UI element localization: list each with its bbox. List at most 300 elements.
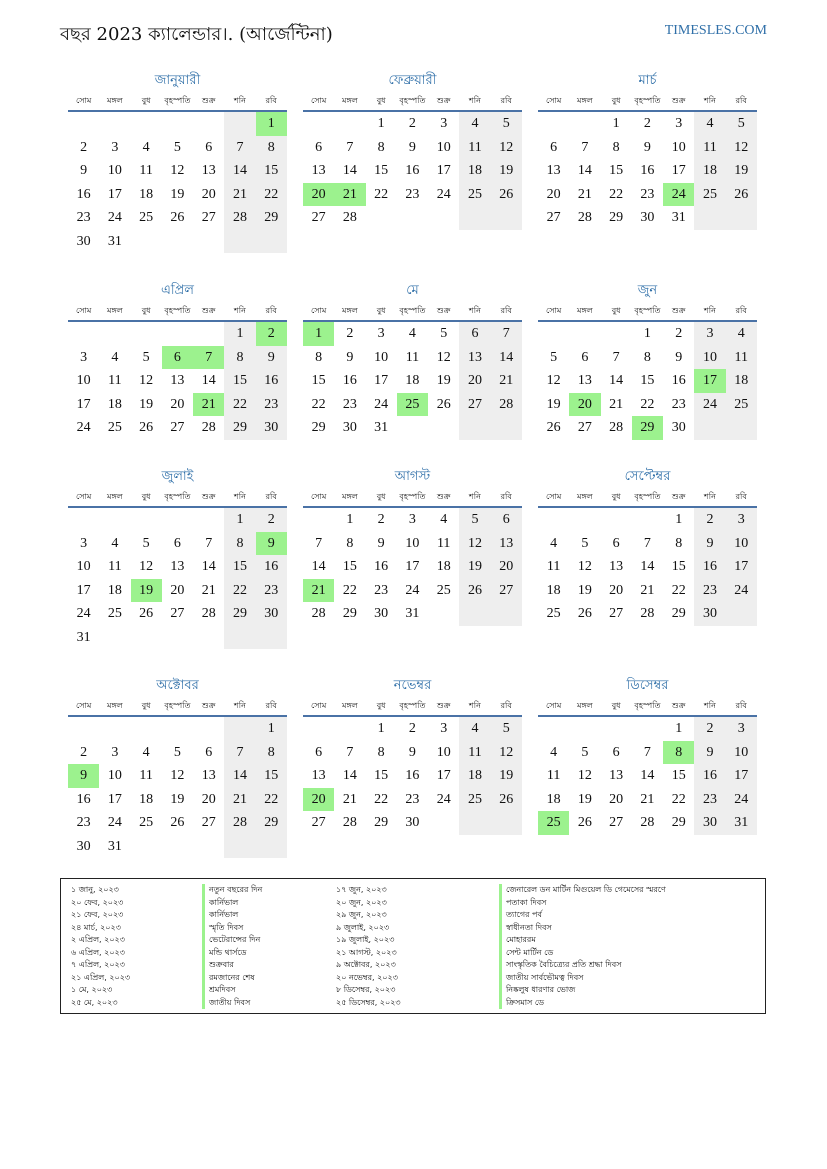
- day-cell[interactable]: 20: [170, 582, 185, 598]
- day-cell[interactable]: 19: [577, 791, 592, 807]
- day-cell[interactable]: 16: [256, 555, 287, 579]
- day-cell[interactable]: 11: [139, 163, 153, 178]
- day-cell[interactable]: 23: [405, 791, 420, 807]
- day-cell[interactable]: 14: [342, 163, 357, 178]
- day-cell[interactable]: 28: [640, 606, 655, 621]
- day-cell[interactable]: 19: [491, 764, 522, 788]
- day-cell[interactable]: 12: [459, 532, 490, 556]
- day-cell[interactable]: 8: [377, 139, 385, 155]
- day-cell[interactable]: 24: [76, 420, 91, 435]
- day-cell[interactable]: 1: [346, 512, 354, 527]
- day-cell[interactable]: 1: [377, 721, 385, 736]
- day-cell[interactable]: 24: [436, 791, 451, 807]
- day-cell[interactable]: 29: [311, 420, 326, 435]
- day-cell[interactable]: 21: [193, 393, 224, 417]
- day-cell[interactable]: 13: [201, 163, 216, 178]
- day-cell[interactable]: 29: [224, 416, 255, 440]
- day-cell[interactable]: 19: [491, 159, 522, 183]
- day-cell[interactable]: 16: [374, 559, 389, 574]
- day-cell[interactable]: 2: [643, 116, 651, 131]
- day-cell[interactable]: 23: [374, 582, 389, 598]
- day-cell[interactable]: 28: [577, 210, 592, 225]
- day-cell[interactable]: 29: [374, 815, 389, 830]
- day-cell[interactable]: 16: [694, 555, 725, 579]
- day-cell[interactable]: 1: [377, 116, 385, 131]
- day-cell[interactable]: 15: [374, 768, 389, 783]
- day-cell[interactable]: 17: [405, 559, 420, 574]
- day-cell[interactable]: 3: [111, 139, 119, 155]
- day-cell[interactable]: 9: [256, 532, 287, 556]
- day-cell[interactable]: 1: [224, 508, 255, 532]
- day-cell[interactable]: 6: [612, 744, 620, 760]
- day-cell[interactable]: 24: [694, 393, 725, 417]
- day-cell[interactable]: 19: [131, 579, 162, 603]
- day-cell[interactable]: 3: [440, 721, 448, 736]
- day-cell[interactable]: 12: [139, 559, 154, 574]
- day-cell[interactable]: 24: [663, 183, 694, 207]
- day-cell[interactable]: 14: [609, 373, 624, 388]
- day-cell[interactable]: 1: [675, 721, 683, 736]
- day-cell[interactable]: 4: [694, 112, 725, 136]
- day-cell[interactable]: 7: [193, 346, 224, 370]
- day-cell[interactable]: 25: [107, 606, 122, 621]
- day-cell[interactable]: 31: [671, 210, 686, 225]
- day-cell[interactable]: 25: [397, 393, 428, 417]
- day-cell[interactable]: 5: [459, 508, 490, 532]
- day-cell[interactable]: 20: [569, 393, 600, 417]
- day-cell[interactable]: 19: [139, 396, 154, 412]
- day-cell[interactable]: 23: [694, 788, 725, 812]
- day-cell[interactable]: 21: [640, 791, 655, 807]
- day-cell[interactable]: 3: [440, 116, 448, 131]
- day-cell[interactable]: 14: [224, 159, 255, 183]
- day-cell[interactable]: 10: [374, 349, 389, 365]
- day-cell[interactable]: 19: [546, 396, 561, 412]
- day-cell[interactable]: 2: [377, 512, 385, 527]
- day-cell[interactable]: 6: [315, 744, 323, 760]
- day-cell[interactable]: 10: [726, 741, 757, 765]
- day-cell[interactable]: 11: [436, 535, 451, 551]
- day-cell[interactable]: 17: [436, 163, 451, 178]
- day-cell[interactable]: 11: [405, 349, 420, 365]
- day-cell[interactable]: 27: [459, 393, 490, 417]
- day-cell[interactable]: 5: [550, 349, 558, 365]
- day-cell[interactable]: 28: [224, 206, 255, 230]
- day-cell[interactable]: 19: [170, 186, 185, 202]
- day-cell[interactable]: 14: [491, 346, 522, 370]
- day-cell[interactable]: 22: [640, 396, 655, 412]
- day-cell[interactable]: 14: [311, 559, 326, 574]
- day-cell[interactable]: 21: [577, 186, 592, 202]
- day-cell[interactable]: 14: [640, 768, 655, 783]
- day-cell[interactable]: 19: [459, 555, 490, 579]
- day-cell[interactable]: 17: [436, 768, 451, 783]
- day-cell[interactable]: 25: [459, 788, 490, 812]
- day-cell[interactable]: 12: [491, 136, 522, 160]
- day-cell[interactable]: 2: [675, 326, 683, 341]
- day-cell[interactable]: 28: [224, 811, 255, 835]
- day-cell[interactable]: 20: [609, 582, 624, 598]
- day-cell[interactable]: 17: [726, 764, 757, 788]
- day-cell[interactable]: 6: [491, 508, 522, 532]
- day-cell[interactable]: 27: [311, 210, 326, 225]
- day-cell[interactable]: 21: [201, 582, 216, 598]
- day-cell[interactable]: 25: [694, 183, 725, 207]
- day-cell[interactable]: 10: [726, 532, 757, 556]
- day-cell[interactable]: 15: [609, 163, 624, 178]
- day-cell[interactable]: 30: [671, 420, 686, 435]
- day-cell[interactable]: 26: [491, 788, 522, 812]
- day-cell[interactable]: 21: [609, 396, 624, 412]
- day-cell[interactable]: 31: [107, 838, 122, 854]
- day-cell[interactable]: 9: [694, 741, 725, 765]
- day-cell[interactable]: 6: [173, 535, 181, 551]
- day-cell[interactable]: 23: [405, 186, 420, 202]
- day-cell[interactable]: 17: [694, 369, 725, 393]
- day-cell[interactable]: 8: [256, 741, 287, 765]
- day-cell[interactable]: 2: [80, 139, 88, 155]
- day-cell[interactable]: 30: [256, 602, 287, 626]
- day-cell[interactable]: 5: [142, 535, 150, 551]
- day-cell[interactable]: 7: [346, 139, 354, 155]
- day-cell[interactable]: 18: [139, 791, 154, 807]
- day-cell[interactable]: 13: [577, 373, 592, 388]
- day-cell[interactable]: 1: [224, 322, 255, 346]
- day-cell[interactable]: 11: [546, 559, 561, 574]
- day-cell[interactable]: 28: [311, 606, 326, 621]
- day-cell[interactable]: 4: [459, 112, 490, 136]
- day-cell[interactable]: 19: [577, 582, 592, 598]
- day-cell[interactable]: 22: [224, 393, 255, 417]
- day-cell[interactable]: 29: [342, 606, 357, 621]
- day-cell[interactable]: 10: [76, 373, 91, 388]
- day-cell[interactable]: 4: [459, 717, 490, 741]
- day-cell[interactable]: 7: [643, 744, 651, 760]
- day-cell[interactable]: 20: [546, 186, 561, 202]
- day-cell[interactable]: 5: [491, 112, 522, 136]
- day-cell[interactable]: 12: [436, 349, 451, 365]
- day-cell[interactable]: 28: [342, 815, 357, 830]
- day-cell[interactable]: 19: [436, 373, 451, 388]
- day-cell[interactable]: 15: [224, 555, 255, 579]
- day-cell[interactable]: 5: [726, 112, 757, 136]
- day-cell[interactable]: 3: [80, 535, 88, 551]
- day-cell[interactable]: 5: [440, 326, 448, 341]
- day-cell[interactable]: 14: [342, 768, 357, 783]
- day-cell[interactable]: 17: [374, 373, 389, 388]
- site-logo[interactable]: TIMESLES.COM: [664, 23, 767, 38]
- day-cell[interactable]: 20: [201, 186, 216, 202]
- day-cell[interactable]: 25: [538, 811, 569, 835]
- day-cell[interactable]: 31: [726, 811, 757, 835]
- day-cell[interactable]: 27: [546, 210, 561, 225]
- day-cell[interactable]: 4: [440, 512, 448, 527]
- day-cell[interactable]: 1: [643, 326, 651, 341]
- day-cell[interactable]: 15: [256, 764, 287, 788]
- day-cell[interactable]: 8: [346, 535, 354, 551]
- day-cell[interactable]: 27: [577, 420, 592, 435]
- day-cell[interactable]: 22: [342, 582, 357, 598]
- day-cell[interactable]: 16: [405, 163, 420, 178]
- day-cell[interactable]: 4: [726, 322, 757, 346]
- day-cell[interactable]: 13: [311, 768, 326, 783]
- day-cell[interactable]: 26: [491, 183, 522, 207]
- day-cell[interactable]: 24: [107, 815, 122, 830]
- day-cell[interactable]: 10: [107, 768, 122, 783]
- day-cell[interactable]: 16: [671, 373, 686, 388]
- day-cell[interactable]: 29: [632, 416, 663, 440]
- day-cell[interactable]: 7: [315, 535, 323, 551]
- day-cell[interactable]: 21: [491, 369, 522, 393]
- day-cell[interactable]: 29: [256, 811, 287, 835]
- day-cell[interactable]: 20: [303, 788, 334, 812]
- day-cell[interactable]: 15: [256, 159, 287, 183]
- day-cell[interactable]: 28: [640, 815, 655, 830]
- day-cell[interactable]: 12: [170, 768, 185, 783]
- day-cell[interactable]: 6: [612, 535, 620, 551]
- day-cell[interactable]: 10: [436, 139, 451, 155]
- day-cell[interactable]: 7: [224, 741, 255, 765]
- day-cell[interactable]: 1: [612, 116, 620, 131]
- day-cell[interactable]: 29: [671, 606, 686, 621]
- day-cell[interactable]: 15: [342, 559, 357, 574]
- day-cell[interactable]: 25: [139, 210, 154, 225]
- day-cell[interactable]: 11: [139, 768, 153, 783]
- day-cell[interactable]: 20: [491, 555, 522, 579]
- day-cell[interactable]: 2: [256, 322, 287, 346]
- day-cell[interactable]: 16: [76, 791, 91, 807]
- day-cell[interactable]: 27: [491, 579, 522, 603]
- day-cell[interactable]: 31: [107, 233, 122, 249]
- day-cell[interactable]: 31: [76, 629, 91, 645]
- day-cell[interactable]: 10: [436, 744, 451, 760]
- day-cell[interactable]: 28: [342, 210, 357, 225]
- day-cell[interactable]: 28: [201, 606, 216, 621]
- day-cell[interactable]: 27: [609, 606, 624, 621]
- day-cell[interactable]: 5: [491, 717, 522, 741]
- day-cell[interactable]: 22: [671, 582, 686, 598]
- day-cell[interactable]: 24: [76, 606, 91, 621]
- day-cell[interactable]: 3: [694, 322, 725, 346]
- day-cell[interactable]: 26: [546, 420, 561, 435]
- day-cell[interactable]: 16: [76, 186, 91, 202]
- day-cell[interactable]: 6: [205, 139, 213, 155]
- day-cell[interactable]: 25: [726, 393, 757, 417]
- day-cell[interactable]: 16: [405, 768, 420, 783]
- day-cell[interactable]: 10: [694, 346, 725, 370]
- day-cell[interactable]: 22: [374, 186, 389, 202]
- day-cell[interactable]: 22: [256, 788, 287, 812]
- day-cell[interactable]: 13: [170, 373, 185, 388]
- day-cell[interactable]: 20: [609, 791, 624, 807]
- day-cell[interactable]: 30: [405, 815, 420, 830]
- day-cell[interactable]: 1: [256, 717, 287, 741]
- day-cell[interactable]: 18: [546, 582, 561, 598]
- day-cell[interactable]: 5: [142, 349, 150, 365]
- day-cell[interactable]: 25: [436, 582, 451, 598]
- day-cell[interactable]: 12: [577, 768, 592, 783]
- day-cell[interactable]: 18: [459, 159, 490, 183]
- day-cell[interactable]: 4: [408, 326, 416, 341]
- day-cell[interactable]: 16: [694, 764, 725, 788]
- day-cell[interactable]: 13: [609, 559, 624, 574]
- day-cell[interactable]: 11: [108, 559, 122, 574]
- day-cell[interactable]: 2: [256, 508, 287, 532]
- day-cell[interactable]: 23: [640, 186, 655, 202]
- day-cell[interactable]: 24: [726, 579, 757, 603]
- day-cell[interactable]: 9: [408, 744, 416, 760]
- day-cell[interactable]: 4: [111, 535, 119, 551]
- day-cell[interactable]: 7: [612, 349, 620, 365]
- day-cell[interactable]: 23: [342, 396, 357, 412]
- day-cell[interactable]: 8: [663, 741, 694, 765]
- day-cell[interactable]: 20: [170, 396, 185, 412]
- day-cell[interactable]: 16: [342, 373, 357, 388]
- day-cell[interactable]: 13: [311, 163, 326, 178]
- day-cell[interactable]: 10: [76, 559, 91, 574]
- day-cell[interactable]: 23: [694, 579, 725, 603]
- day-cell[interactable]: 26: [577, 815, 592, 830]
- day-cell[interactable]: 7: [346, 744, 354, 760]
- day-cell[interactable]: 27: [311, 815, 326, 830]
- day-cell[interactable]: 16: [640, 163, 655, 178]
- day-cell[interactable]: 26: [139, 606, 154, 621]
- day-cell[interactable]: 18: [546, 791, 561, 807]
- day-cell[interactable]: 13: [201, 768, 216, 783]
- day-cell[interactable]: 18: [139, 186, 154, 202]
- day-cell[interactable]: 29: [256, 206, 287, 230]
- day-cell[interactable]: 17: [76, 396, 91, 412]
- day-cell[interactable]: 5: [581, 744, 589, 760]
- day-cell[interactable]: 3: [726, 508, 757, 532]
- day-cell[interactable]: 2: [694, 508, 725, 532]
- day-cell[interactable]: 8: [612, 139, 620, 155]
- day-cell[interactable]: 14: [640, 559, 655, 574]
- day-cell[interactable]: 28: [491, 393, 522, 417]
- day-cell[interactable]: 12: [546, 373, 561, 388]
- day-cell[interactable]: 26: [459, 579, 490, 603]
- day-cell[interactable]: 7: [581, 139, 589, 155]
- day-cell[interactable]: 22: [311, 396, 326, 412]
- day-cell[interactable]: 21: [640, 582, 655, 598]
- day-cell[interactable]: 9: [256, 346, 287, 370]
- day-cell[interactable]: 14: [224, 764, 255, 788]
- day-cell[interactable]: 14: [577, 163, 592, 178]
- day-cell[interactable]: 20: [303, 183, 334, 207]
- day-cell[interactable]: 26: [577, 606, 592, 621]
- day-cell[interactable]: 12: [170, 163, 185, 178]
- day-cell[interactable]: 7: [491, 322, 522, 346]
- day-cell[interactable]: 26: [726, 183, 757, 207]
- day-cell[interactable]: 8: [675, 535, 683, 551]
- day-cell[interactable]: 30: [76, 233, 91, 249]
- day-cell[interactable]: 30: [256, 416, 287, 440]
- day-cell[interactable]: 22: [224, 579, 255, 603]
- day-cell[interactable]: 27: [201, 210, 216, 225]
- day-cell[interactable]: 8: [377, 744, 385, 760]
- day-cell[interactable]: 2: [408, 721, 416, 736]
- day-cell[interactable]: 30: [640, 210, 655, 225]
- day-cell[interactable]: 20: [201, 791, 216, 807]
- day-cell[interactable]: 3: [377, 326, 385, 341]
- day-cell[interactable]: 28: [201, 420, 216, 435]
- day-cell[interactable]: 30: [694, 602, 725, 626]
- day-cell[interactable]: 9: [408, 139, 416, 155]
- day-cell[interactable]: 22: [609, 186, 624, 202]
- day-cell[interactable]: 12: [491, 741, 522, 765]
- day-cell[interactable]: 2: [80, 744, 88, 760]
- day-cell[interactable]: 31: [405, 606, 420, 621]
- day-cell[interactable]: 7: [643, 535, 651, 551]
- day-cell[interactable]: 26: [170, 210, 185, 225]
- day-cell[interactable]: 22: [256, 183, 287, 207]
- day-cell[interactable]: 13: [459, 346, 490, 370]
- day-cell[interactable]: 6: [550, 139, 558, 155]
- day-cell[interactable]: 15: [671, 768, 686, 783]
- day-cell[interactable]: 1: [675, 512, 683, 527]
- day-cell[interactable]: 25: [459, 183, 490, 207]
- day-cell[interactable]: 18: [405, 373, 420, 388]
- day-cell[interactable]: 18: [436, 559, 451, 574]
- day-cell[interactable]: 23: [76, 210, 91, 225]
- day-cell[interactable]: 25: [546, 606, 561, 621]
- day-cell[interactable]: 6: [581, 349, 589, 365]
- day-cell[interactable]: 10: [107, 163, 122, 178]
- day-cell[interactable]: 3: [726, 717, 757, 741]
- day-cell[interactable]: 19: [726, 159, 757, 183]
- day-cell[interactable]: 18: [107, 396, 122, 412]
- day-cell[interactable]: 24: [107, 210, 122, 225]
- day-cell[interactable]: 23: [256, 393, 287, 417]
- day-cell[interactable]: 18: [726, 369, 757, 393]
- day-cell[interactable]: 17: [76, 582, 91, 598]
- day-cell[interactable]: 22: [671, 791, 686, 807]
- day-cell[interactable]: 20: [459, 369, 490, 393]
- day-cell[interactable]: 19: [170, 791, 185, 807]
- day-cell[interactable]: 8: [224, 532, 255, 556]
- day-cell[interactable]: 13: [491, 532, 522, 556]
- day-cell[interactable]: 17: [671, 163, 686, 178]
- day-cell[interactable]: 6: [205, 744, 213, 760]
- day-cell[interactable]: 31: [374, 420, 389, 435]
- day-cell[interactable]: 11: [459, 741, 490, 765]
- day-cell[interactable]: 3: [408, 512, 416, 527]
- day-cell[interactable]: 15: [671, 559, 686, 574]
- day-cell[interactable]: 23: [76, 815, 91, 830]
- day-cell[interactable]: 13: [609, 768, 624, 783]
- day-cell[interactable]: 14: [201, 373, 216, 388]
- day-cell[interactable]: 17: [107, 186, 122, 202]
- day-cell[interactable]: 1: [256, 112, 287, 136]
- day-cell[interactable]: 4: [550, 535, 558, 551]
- day-cell[interactable]: 9: [346, 349, 354, 365]
- day-cell[interactable]: 15: [311, 373, 326, 388]
- day-cell[interactable]: 9: [68, 764, 99, 788]
- day-cell[interactable]: 13: [170, 559, 185, 574]
- day-cell[interactable]: 4: [142, 139, 150, 155]
- day-cell[interactable]: 8: [256, 136, 287, 160]
- day-cell[interactable]: 18: [694, 159, 725, 183]
- day-cell[interactable]: 6: [315, 139, 323, 155]
- day-cell[interactable]: 3: [80, 349, 88, 365]
- day-cell[interactable]: 21: [224, 183, 255, 207]
- day-cell[interactable]: 13: [546, 163, 561, 178]
- day-cell[interactable]: 10: [671, 139, 686, 155]
- day-cell[interactable]: 26: [170, 815, 185, 830]
- day-cell[interactable]: 30: [76, 838, 91, 854]
- day-cell[interactable]: 16: [256, 369, 287, 393]
- day-cell[interactable]: 24: [374, 396, 389, 412]
